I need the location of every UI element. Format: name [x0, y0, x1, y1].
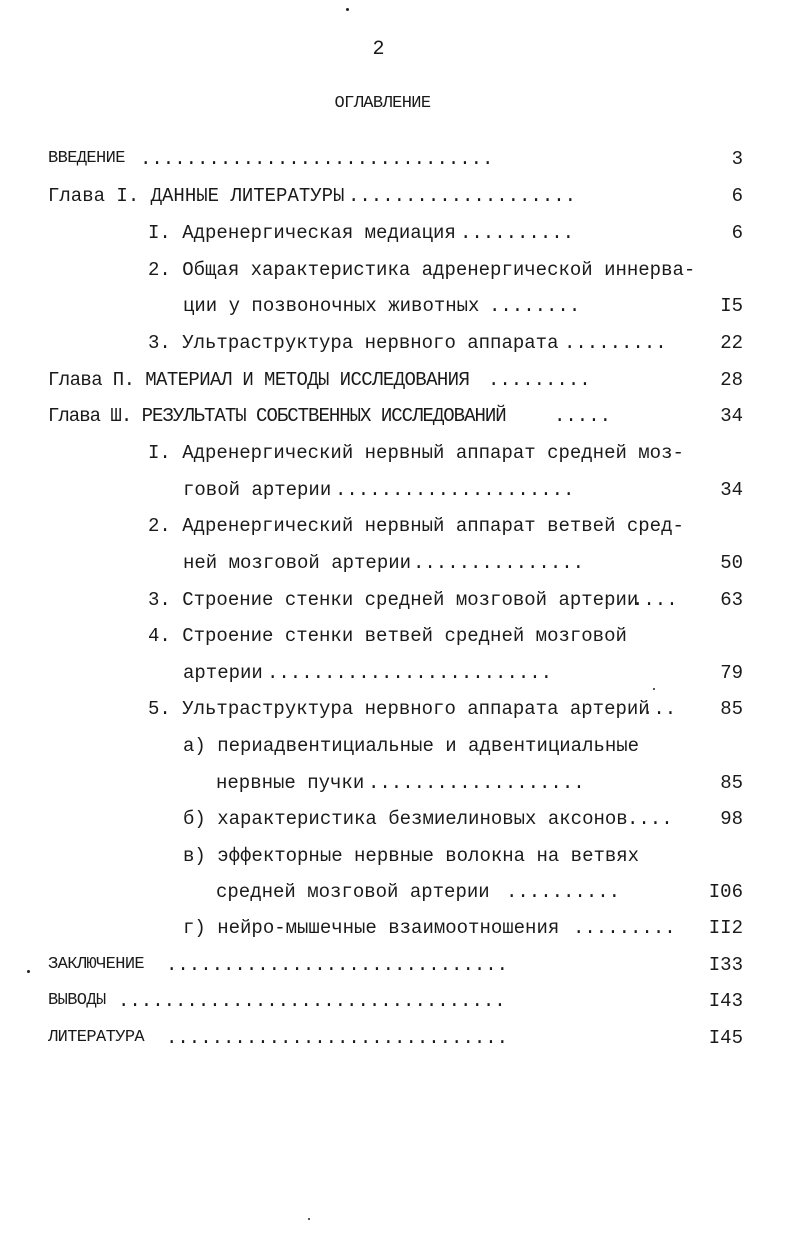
- toc-entry-page: 3: [731, 148, 743, 170]
- toc-entry-text: 3. Строение стенки средней мозговой артерии: [148, 589, 639, 611]
- toc-entry: [48, 367, 743, 393]
- toc-entry-leader: .........................: [267, 662, 553, 684]
- toc-entry-text: 5. Ультраструктура нервного аппарата артерий: [148, 698, 650, 720]
- toc-entry-page: I5: [720, 295, 743, 317]
- toc-entry-page: I43: [708, 990, 743, 1012]
- page-number: 2: [372, 38, 385, 61]
- toc-entry-page: 6: [731, 185, 743, 207]
- toc-entry-page: I33: [708, 954, 743, 976]
- toc-entry-page: I06: [708, 881, 743, 903]
- toc-entry-leader: ...: [642, 698, 677, 720]
- toc-entry: [148, 257, 743, 283]
- toc-entry: [183, 733, 743, 759]
- toc-entry-leader: .........: [564, 332, 667, 354]
- toc-entry-page: 85: [720, 772, 743, 794]
- toc-entry-text: I. Адренергическая медиация: [148, 222, 456, 244]
- toc-entry-text: б) характеристика безмиелиновых аксонов: [183, 808, 628, 830]
- toc-entry-text: ВЫВОДЫ: [48, 988, 106, 1014]
- toc-title: ОГЛАВЛЕНИЕ: [334, 94, 431, 113]
- toc-entry-leader: .........: [488, 369, 591, 391]
- toc-entry-text: Глава П. МАТЕРИАЛ И МЕТОДЫ ИССЛЕДОВАНИЯ: [48, 369, 470, 391]
- toc-entry-page: I45: [708, 1027, 743, 1049]
- toc-entry: [48, 1025, 743, 1051]
- toc-entry-page: 98: [720, 808, 743, 830]
- toc-entry-page: 34: [720, 405, 743, 427]
- toc-entry-page: 79: [720, 662, 743, 684]
- toc-entry-text: ЛИТЕРАТУРА: [48, 1025, 144, 1051]
- toc-entry: [148, 220, 743, 246]
- toc-entry-leader: ........: [489, 295, 581, 317]
- toc-entry-text: говой артерии: [183, 479, 332, 501]
- toc-entry-text: 2. Общая характеристика адренергической иннерва-: [148, 259, 696, 281]
- toc-entry-leader: ...............: [413, 552, 585, 574]
- toc-entry-text: 2. Адренергический нервный аппарат ветвей сред-: [148, 515, 684, 537]
- toc-entry: [183, 550, 743, 576]
- toc-entry-text: 3. Ультраструктура нервного аппарата: [148, 332, 559, 354]
- toc-entry-text: в) эффекторные нервные волокна на ветвях: [183, 845, 640, 867]
- toc-entry-leader: ..........: [460, 222, 575, 244]
- toc-entry: [148, 696, 743, 722]
- toc-entry: [148, 587, 743, 613]
- toc-entry-text: I. Адренергический нервный аппарат средней моз-: [148, 442, 684, 464]
- toc-entry-leader: .....: [554, 405, 612, 427]
- toc-entry-leader: ....: [627, 808, 673, 830]
- toc-entry: [148, 513, 743, 539]
- toc-entry-page: 6: [731, 222, 743, 244]
- toc-entry: [148, 440, 743, 466]
- toc-entry-text: а) периадвентициальные и адвентициальные: [183, 735, 640, 757]
- toc-entry: [148, 330, 743, 356]
- toc-entry-page: 34: [720, 479, 743, 501]
- scan-speck: [653, 688, 655, 690]
- toc-entry-text: ней мозговой артерии: [183, 552, 412, 574]
- toc-entry-text: ВВЕДЕНИЕ: [48, 146, 125, 172]
- scan-speck: [346, 8, 349, 11]
- toc-entry-page: 63: [720, 589, 743, 611]
- toc-entry-leader: ..................................: [118, 990, 506, 1012]
- scan-speck: [27, 970, 30, 973]
- toc-entry-leader: ....................: [348, 185, 577, 207]
- toc-entry: [183, 843, 743, 869]
- toc-entry-text: артерии: [183, 662, 263, 684]
- toc-entry-leader: ..........: [506, 881, 621, 903]
- toc-entry-text: ции у позвоночных животных: [183, 295, 480, 317]
- toc-entry: [48, 403, 743, 429]
- toc-entry: [148, 623, 743, 649]
- toc-entry: [216, 879, 743, 905]
- toc-entry-leader: .....................: [335, 479, 575, 501]
- toc-entry-page: 50: [720, 552, 743, 574]
- toc-entry-text: Глава Ш. РЕЗУЛЬТАТЫ СОБСТВЕННЫХ ИССЛЕДОВАНИЙ: [48, 405, 506, 427]
- toc-entry-leader: ..............................: [166, 954, 509, 976]
- toc-entry: [48, 952, 743, 978]
- toc-entry: [216, 770, 743, 796]
- toc-entry-text: 4. Строение стенки ветвей средней мозговой: [148, 625, 627, 647]
- toc-entry: [183, 293, 743, 319]
- toc-entry-leader: ...............................: [140, 148, 494, 170]
- toc-entry-text: нервные пучки: [216, 772, 365, 794]
- toc-entry-text: г) нейро-мышечные взаимоотношения: [183, 917, 560, 939]
- toc-entry-page: 22: [720, 332, 743, 354]
- toc-entry: [48, 146, 743, 172]
- toc-entry-page: 85: [720, 698, 743, 720]
- toc-entry-leader: .........: [573, 917, 676, 939]
- scan-speck: [308, 1218, 310, 1220]
- toc-entry: [48, 988, 743, 1014]
- toc-entry: [183, 660, 743, 686]
- toc-entry: [48, 183, 743, 209]
- toc-entry-text: Глава I. ДАННЫЕ ЛИТЕРАТУРЫ: [48, 185, 345, 207]
- toc-entry: [183, 477, 743, 503]
- toc-entry-leader: ....: [632, 589, 678, 611]
- toc-entry-leader: ...................: [368, 772, 585, 794]
- toc-entry-page: II2: [708, 917, 743, 939]
- toc-entry-leader: ..............................: [166, 1027, 509, 1049]
- toc-entry-text: ЗАКЛЮЧЕНИЕ: [48, 952, 144, 978]
- toc-entry-page: 28: [720, 369, 743, 391]
- toc-entry-text: средней мозговой артерии: [216, 881, 490, 903]
- toc-entry: [183, 806, 743, 832]
- toc-entry: [183, 915, 743, 941]
